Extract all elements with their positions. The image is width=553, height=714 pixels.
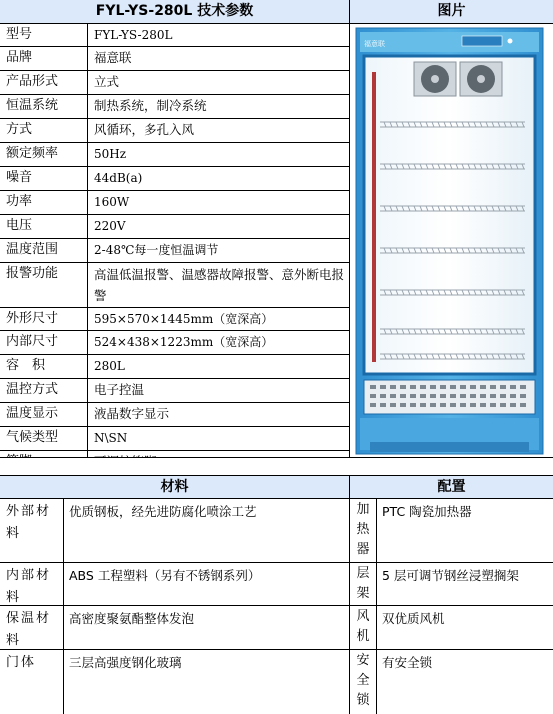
config-label: 层架 <box>350 563 376 605</box>
spec-label: 功率 <box>0 191 87 214</box>
spec-value: 160W <box>88 191 349 214</box>
material-label: 保温材料 <box>0 606 63 649</box>
grid-line <box>0 402 350 403</box>
grid-line <box>0 118 350 119</box>
spec-value: 液晶数字显示 <box>88 403 349 426</box>
lock-icon <box>508 39 513 44</box>
grid-line <box>349 475 350 714</box>
spec-value: 2-48℃每一度恒温调节 <box>88 239 349 262</box>
spec-value: 280L <box>88 355 349 378</box>
material-value: 高密度聚氨酯整体发泡 <box>64 606 349 649</box>
material-label: 内部材料 <box>0 563 63 605</box>
spec-value: 制热系统，制冷系统 <box>88 95 349 118</box>
spec-label: 品牌 <box>0 47 87 70</box>
material-label: 外部材料 <box>0 499 63 562</box>
spec-value: 50Hz <box>88 143 349 166</box>
spec-label: 报警功能 <box>0 263 87 307</box>
grid-line <box>0 46 350 47</box>
grid-line <box>63 498 64 714</box>
fan-icon <box>460 62 502 96</box>
table-spacer <box>0 458 553 475</box>
spec-label: 恒温系统 <box>0 95 87 118</box>
grid-line <box>0 214 350 215</box>
spec-label: 温控方式 <box>0 379 87 402</box>
spec-label: 气候类型 <box>0 427 87 450</box>
grid-line <box>349 0 350 458</box>
control-display <box>462 36 502 46</box>
grid-line <box>0 94 350 95</box>
spec-value: 风循环，多孔入风 <box>88 119 349 142</box>
grid-line <box>0 238 350 239</box>
grid-line <box>0 450 350 451</box>
picture-cell <box>350 24 553 457</box>
spec-label: 产品形式 <box>0 71 87 94</box>
materials-title: 材料 <box>0 476 349 498</box>
material-value: 优质钢板，经先进防腐化喷涂工艺 <box>64 499 349 562</box>
grid-line <box>0 426 350 427</box>
config-value: PTC 陶瓷加热器 <box>377 499 553 562</box>
spec-value: 立式 <box>88 71 349 94</box>
grid-line <box>0 70 350 71</box>
picture-title: 图片 <box>350 0 553 23</box>
config-value: 有安全锁 <box>377 650 553 714</box>
spec-label: 温度显示 <box>0 403 87 426</box>
spec-label: 噪音 <box>0 167 87 190</box>
spec-value: 福意联 <box>88 47 349 70</box>
config-label: 加热器 <box>350 499 376 562</box>
grid-line <box>0 475 553 476</box>
spec-table-title: FYL-YS-280L 技术参数 <box>0 0 349 23</box>
grid-line <box>0 23 553 24</box>
config-label: 安全锁 <box>350 650 376 714</box>
spec-label: 电压 <box>0 215 87 238</box>
spec-value: 595×570×1445mm（宽深高） <box>88 308 349 330</box>
spec-value: 高温低温报警、温感器故障报警、意外断电报警 <box>88 263 349 307</box>
spec-value: 44dB(a) <box>88 167 349 190</box>
grid-line <box>0 330 350 331</box>
spec-value: 524×438×1223mm（宽深高） <box>88 331 349 354</box>
grid-line <box>0 498 553 499</box>
grid-line <box>87 23 88 457</box>
door-handle <box>372 72 376 362</box>
material-label: 门体 <box>0 650 63 714</box>
spec-label: 内部尺寸 <box>0 331 87 354</box>
grid-line <box>0 457 553 458</box>
grid-line <box>0 190 350 191</box>
refrigerator-image <box>350 24 553 457</box>
spec-value: 电子控温 <box>88 379 349 402</box>
ventilation-grille <box>364 380 535 414</box>
glass-door <box>364 56 535 374</box>
grid-line <box>0 142 350 143</box>
spec-label: 温度范围 <box>0 239 87 262</box>
spec-value: 220V <box>88 215 349 238</box>
grid-line <box>0 166 350 167</box>
spec-value: FYL-YS-280L <box>88 24 349 46</box>
material-value: ABS 工程塑料（另有不锈钢系列） <box>64 563 349 605</box>
config-value: 双优质风机 <box>377 606 553 649</box>
fan-icon <box>414 62 456 96</box>
material-value: 三层高强度钢化玻璃 <box>64 650 349 714</box>
spec-label: 方式 <box>0 119 87 142</box>
spec-label: 型号 <box>0 24 87 46</box>
grid-line <box>0 307 350 308</box>
grid-line <box>0 378 350 379</box>
spec-value: N\SN <box>88 427 349 450</box>
spec-label: 容 积 <box>0 355 87 378</box>
grid-line <box>0 605 553 606</box>
brand-logo: 福意联 <box>364 40 385 48</box>
config-value: 5 层可调节钢丝浸塑搁架 <box>377 563 553 605</box>
grid-line <box>0 262 350 263</box>
grid-line <box>0 354 350 355</box>
grid-line <box>0 649 553 650</box>
spec-label: 外形尺寸 <box>0 308 87 330</box>
grid-line <box>376 498 377 714</box>
config-title: 配置 <box>350 476 553 498</box>
spec-label: 额定频率 <box>0 143 87 166</box>
config-label: 风机 <box>350 606 376 649</box>
grid-line <box>0 562 553 563</box>
